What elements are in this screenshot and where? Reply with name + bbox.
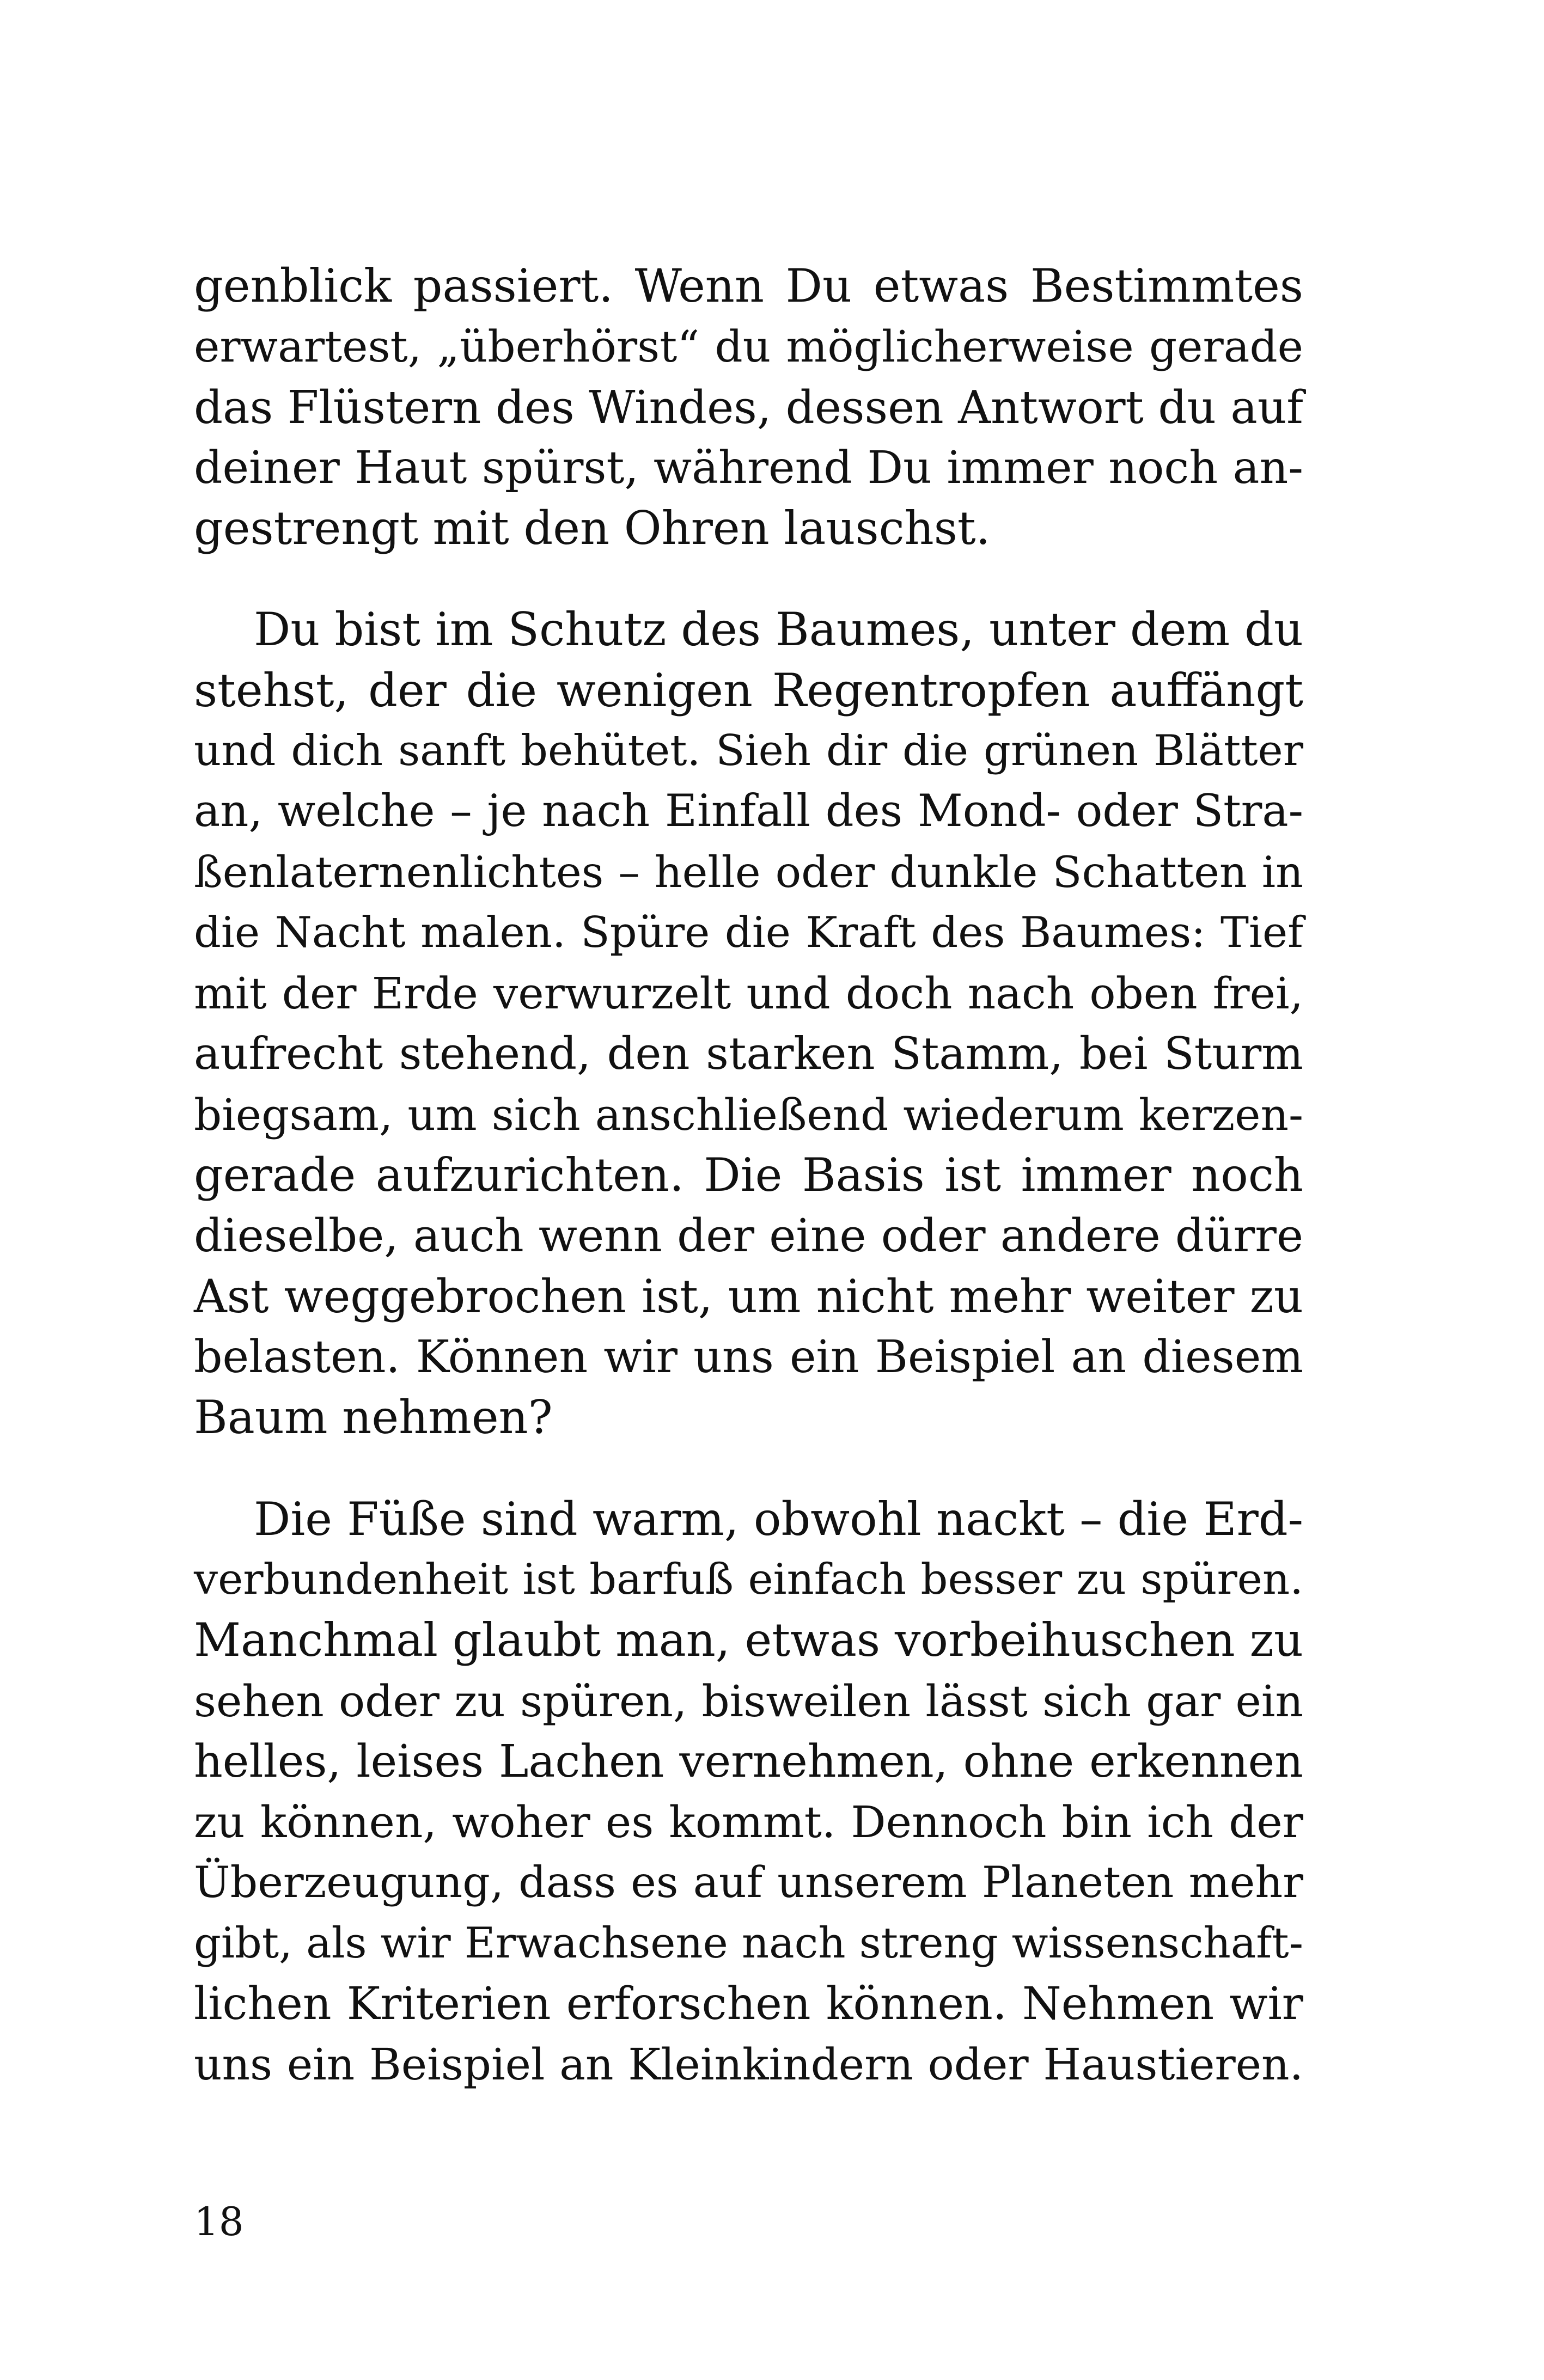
text-line: und dich sanft behütet. Sieh dir die grünen Blätter <box>194 726 1303 776</box>
text-line: die Nacht malen. Spüre die Kraft des Baumes: Tief <box>194 908 1303 957</box>
text-line: das Flüstern des Windes, dessen Antwort du auf <box>194 381 1303 434</box>
paragraph-2 <box>194 599 1303 1448</box>
page-number: 18 <box>194 2199 244 2244</box>
text-line: gestrengt mit den Ohren lauschst. <box>194 501 991 555</box>
text-line: genblick passiert. Wenn Du etwas Bestimmtes <box>194 259 1303 313</box>
text-line: biegsam, um sich anschließend wiederum kerzen- <box>194 1089 1303 1140</box>
text-line: Du bist im Schutz des Baumes, unter dem du <box>254 603 1303 657</box>
body-text <box>194 256 1303 2095</box>
text-line: gibt, als wir Erwachsene nach streng wissenschaft- <box>194 1918 1303 1968</box>
text-line: uns ein Beispiel an Kleinkindern oder Haustieren. <box>194 2039 1303 2090</box>
text-line: erwartest, „überhörst“ du möglicherweise gerade <box>194 321 1303 372</box>
text-line: Baum nehmen? <box>194 1391 553 1445</box>
text-line: stehst, der die wenigen Regentropfen auffängt <box>194 663 1303 717</box>
text-line: Die Füße sind warm, obwohl nackt – die Erd- <box>254 1492 1303 1546</box>
text-line: deiner Haut spürst, während Du immer noch an- <box>194 442 1303 494</box>
text-line: helles, leises Lachen vernehmen, ohne erkennen <box>194 1735 1303 1788</box>
text-line: verbundenheit ist barfuß einfach besser zu spüren. <box>194 1555 1303 1604</box>
paragraph-3 <box>194 1489 1303 2095</box>
text-line: Manchmal glaubt man, etwas vorbeihuschen zu <box>194 1613 1303 1667</box>
text-line: lichen Kriterien erforschen können. Nehmen wir <box>194 1978 1303 2030</box>
text-line: an, welche – je nach Einfall des Mond- oder Stra- <box>194 786 1303 837</box>
text-line: aufrecht stehend, den starken Stamm, bei Sturm <box>194 1028 1303 1080</box>
text-line: zu können, woher es kommt. Dennoch bin ich der <box>194 1797 1303 1848</box>
text-line: ßenlaternenlichtes – helle oder dunkle Schatten in <box>194 847 1303 897</box>
text-line: dieselbe, auch wenn der eine oder andere dürre <box>194 1209 1303 1263</box>
text-line: belasten. Können wir uns ein Beispiel an diesem <box>194 1331 1303 1384</box>
paragraph-1 <box>194 256 1303 559</box>
text-line: sehen oder zu spüren, bisweilen lässt sich gar ein <box>194 1675 1303 1727</box>
text-line: gerade aufzurichten. Die Basis ist immer noch <box>194 1148 1303 1202</box>
text-line: mit der Erde verwurzelt und doch nach oben frei, <box>194 968 1303 1019</box>
text-line: Überzeugung, dass es auf unserem Planeten mehr <box>194 1857 1303 1908</box>
text-line: Ast weggebrochen ist, um nicht mehr weiter zu <box>194 1269 1303 1323</box>
